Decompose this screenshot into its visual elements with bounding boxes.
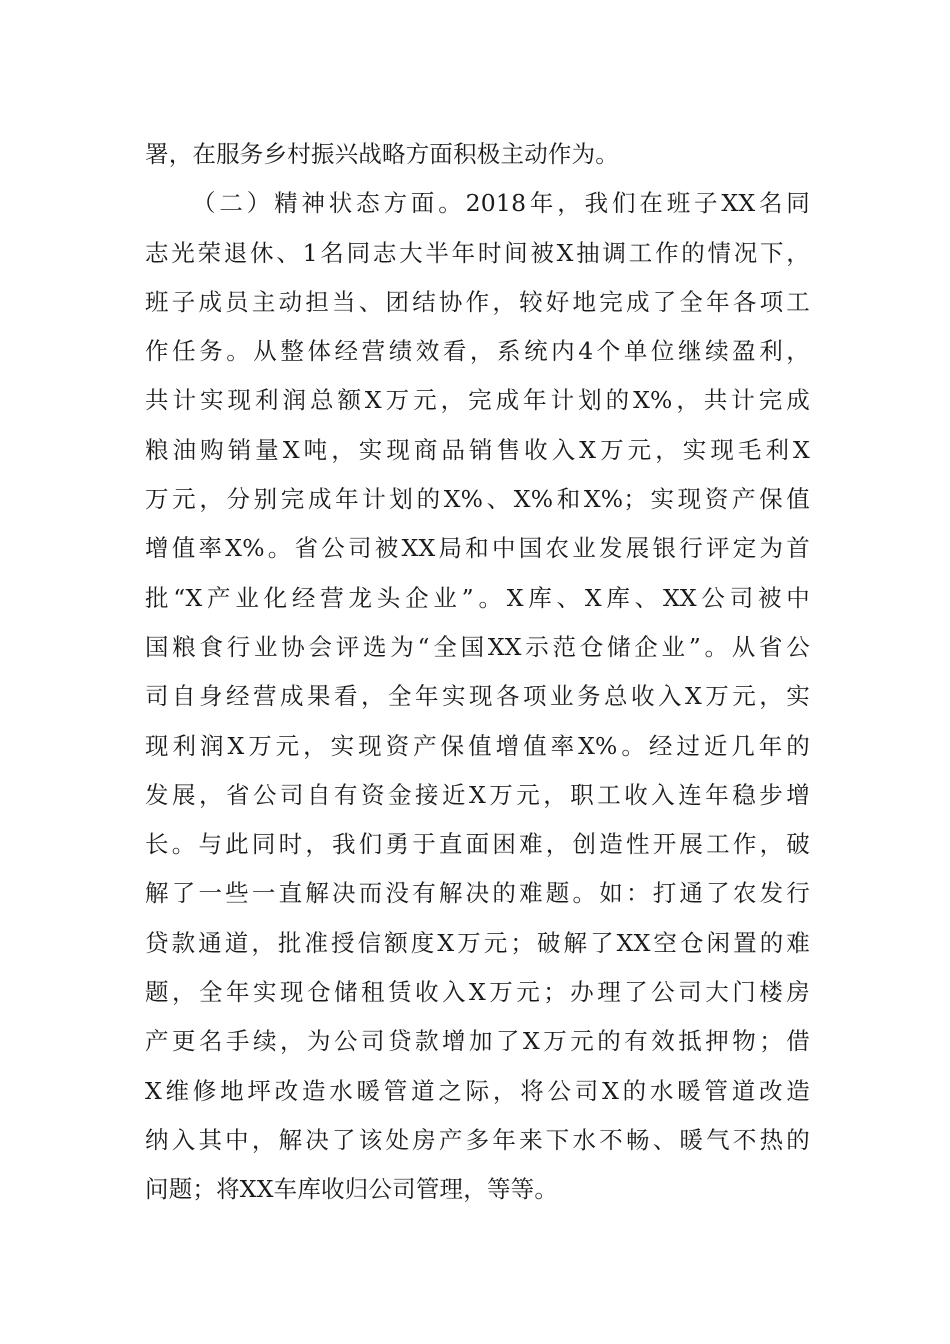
- text-line: 作任务。从整体经营绩效看，系统内4个单位继续盈利，: [145, 337, 810, 366]
- text-line: 增值率X%。省公司被XX局和中国农业发展银行评定为首: [145, 534, 810, 563]
- paragraph-start-line: （二）精神状态方面。2018年，我们在班子XX名同: [192, 189, 810, 218]
- text-line: 现利润X万元，实现资产保值增值率X%。经过近几年的: [145, 731, 810, 760]
- text-line: 发展，省公司自有资金接近X万元，职工收入连年稳步增: [145, 780, 810, 809]
- paragraph-end-line: 问题；将XX车库收归公司管理，等等。: [145, 1175, 559, 1204]
- text-line: 志光荣退休、1名同志大半年时间被X抽调工作的情况下，: [145, 238, 810, 267]
- text-line: X维修地坪改造水暖管道之际，将公司X的水暖管道改造: [145, 1076, 810, 1105]
- text-line: 批“X产业化经营龙头企业”。X库、X库、XX公司被中: [145, 583, 810, 612]
- text-line: 长。与此同时，我们勇于直面困难，创造性开展工作，破: [145, 830, 810, 859]
- text-line: 司自身经营成果看，全年实现各项业务总收入X万元，实: [145, 682, 810, 711]
- text-line: 粮油购销量X吨，实现商品销售收入X万元，实现毛利X: [145, 435, 810, 464]
- text-line: 解了一些一直解决而没有解决的难题。如：打通了农发行: [145, 879, 810, 908]
- document-body: [145, 130, 810, 1215]
- text-line: 万元，分别完成年计划的X%、X%和X%；实现资产保值: [145, 485, 810, 514]
- text-line: 题，全年实现仓储租赁收入X万元；办理了公司大门楼房: [145, 978, 810, 1007]
- text-line: 署，在服务乡村振兴战略方面积极主动作为。: [145, 140, 619, 168]
- text-line: 贷款通道，批准授信额度X万元；破解了XX空仓闲置的难: [145, 928, 810, 957]
- text-line: 产更名手续，为公司贷款增加了X万元的有效抵押物；借: [145, 1027, 810, 1056]
- text-line: 国粮食行业协会评选为“全国XX示范仓储企业”。从省公: [145, 632, 810, 661]
- text-line: 班子成员主动担当、团结协作，较好地完成了全年各项工: [145, 287, 810, 316]
- text-line: 共计实现利润总额X万元，完成年计划的X%，共计完成: [145, 386, 810, 415]
- text-line: 纳入其中，解决了该处房产多年来下水不畅、暖气不热的: [145, 1125, 810, 1154]
